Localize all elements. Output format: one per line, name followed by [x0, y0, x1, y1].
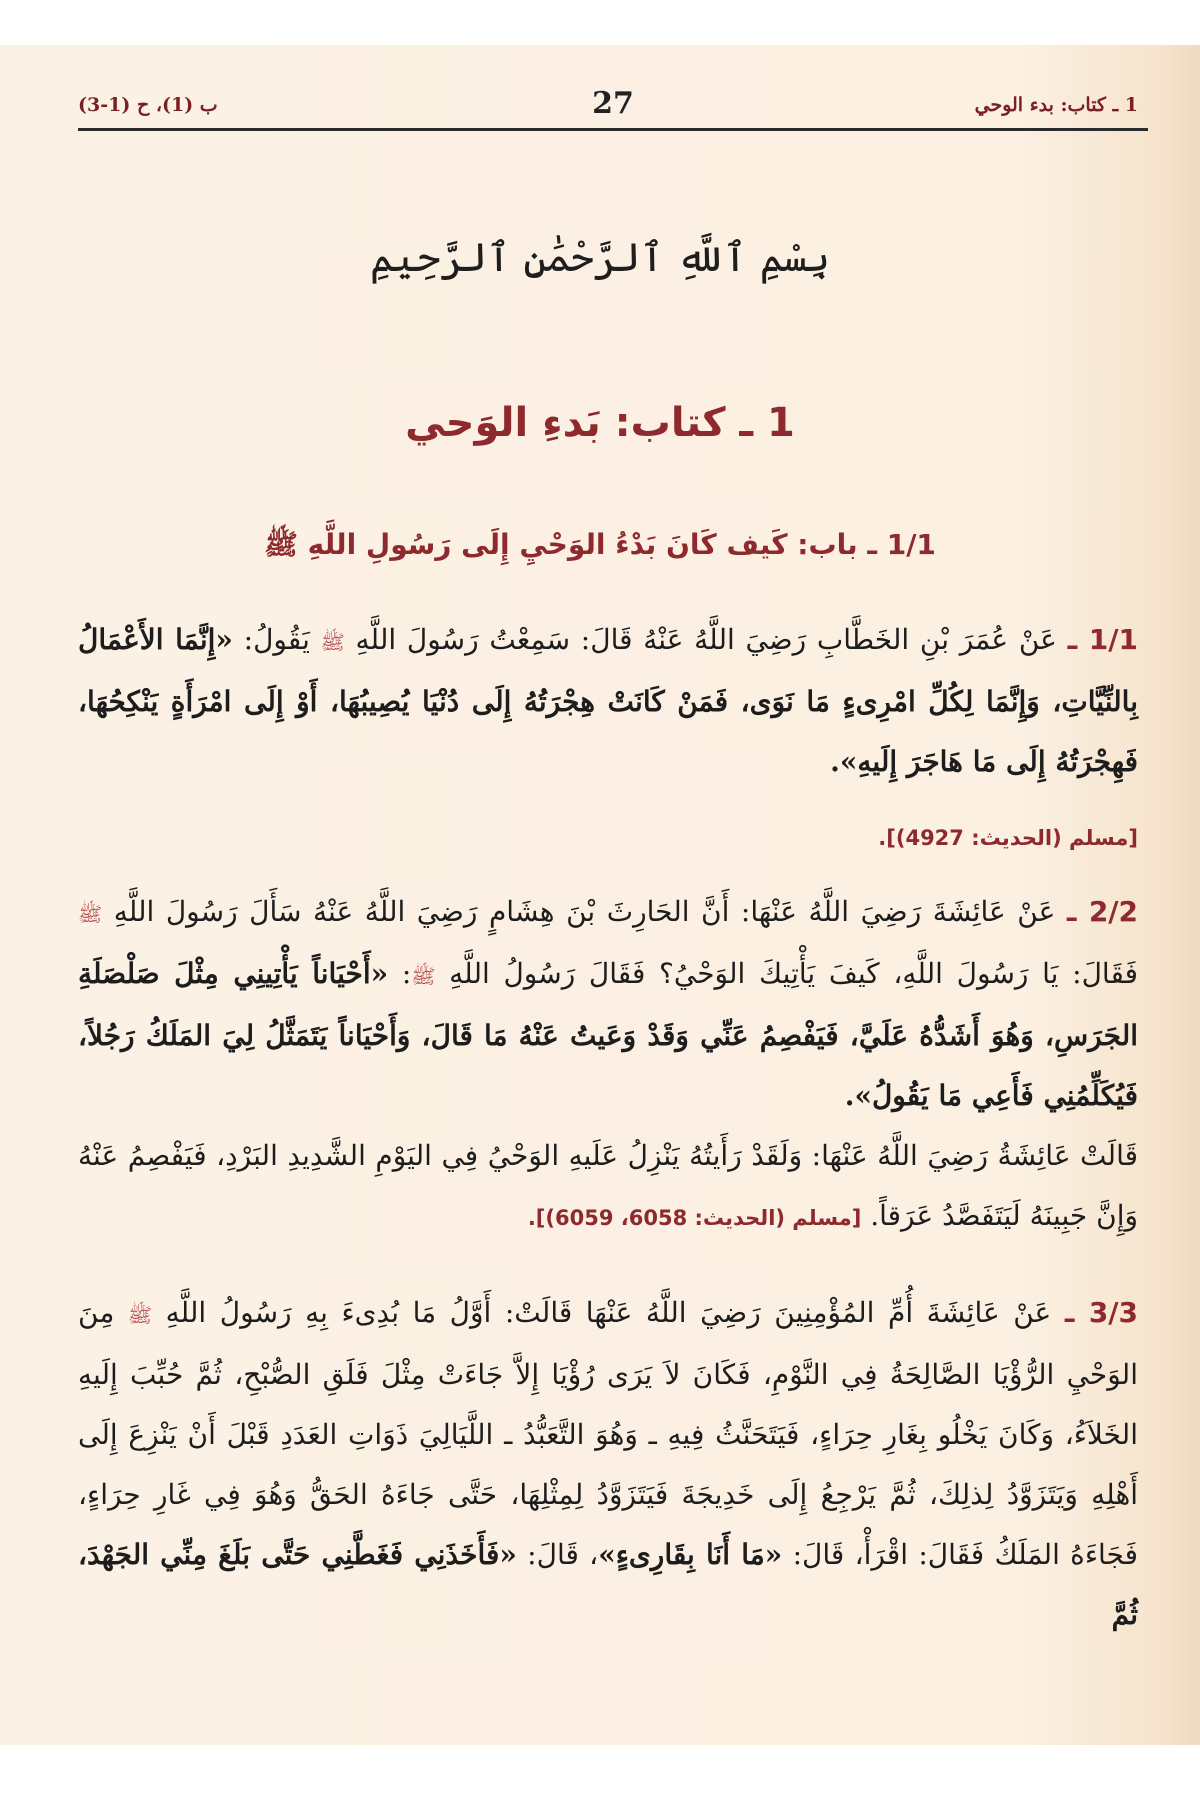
- hadith-quote: «مَا أَنَا بِقَارِىءٍ»: [598, 1538, 783, 1571]
- hadith-3: [78, 1283, 1138, 1645]
- salawat-icon: ﷺ: [264, 528, 298, 561]
- hadith-quote: «أَحْيَاناً يَأْتِينِي مِثْلَ صَلْصَلَةِ الجَرَسِ، وَهُوَ أَشَدُّهُ عَلَيَّ، فَيَفْصِمُ عَنِّي وَقَدْ وَعَيتُ عَنْهُ مَا قَالَ، وَأَحْيَاناً يَتَمَثَّلُ لِيَ المَلَكُ رَجُلاً، فَيُكَلِّمُنِي فَأَعِي مَا يَقُولُ».: [78, 957, 1138, 1112]
- hadith-quote: «إِنَّمَا الأَعْمَالُ بِالنِّيَّاتِ، وَإِنَّمَا لِكُلِّ امْرِىءٍ مَا نَوَى، فَمَنْ كَانَتْ هِجْرَتُهُ إِلَى دُنْيَا يُصِيبُهَا، أَوْ إِلَى امْرَأَةٍ يَنْكِحُهَا، فَهِجْرَتُهُ إِلَى مَا هَاجَرَ إِلَيهِ».: [78, 623, 1138, 778]
- salawat-icon: ﷺ: [78, 902, 103, 926]
- running-title: 1 ـ كتاب: بدء الوحي: [974, 94, 1138, 116]
- basmala: بِسْمِ ٱللَّهِ ٱلرَّحْمَٰنِ ٱلرَّحِيمِ: [369, 235, 831, 281]
- hadith-reference: [مسلم (الحديث: 4927)].: [878, 826, 1138, 850]
- running-header: [78, 88, 1148, 128]
- hadith-mid: ، قَالَ:: [527, 1538, 599, 1571]
- hadith-intro-cont: يَقُولُ:: [243, 623, 310, 656]
- salawat-icon: ﷺ: [411, 964, 436, 988]
- hadith-intro: عَنْ عُمَرَ بْنِ الخَطَّابِ رَضِيَ اللَّهُ عَنْهُ قَالَ: سَمِعْتُ رَسُولَ اللَّهِ: [355, 623, 1057, 656]
- hadith-body: مِنَ الوَحْيِ الرُّؤْيَا الصَّالِحَةُ فِي النَّوْمِ، فَكَانَ لاَ يَرَى رُؤْيَا إِلاَّ جَاءَتْ مِثْلَ فَلَقِ الصُّبْحِ، ثُمَّ حُبِّبَ إِلَيهِ الخَلاَءُ، وَكَانَ يَخْلُو بِغَارِ حِرَاءٍ، فَيَتَحَنَّثُ فِيهِ ـ وَهُوَ التَّعَبُّدُ ـ اللَّيَالِيَ ذَوَاتِ العَدَدِ قَبْلَ أَنْ يَنْزِعَ إِلَى أَهْلِهِ وَيَتَزَوَّدُ لِذلِكَ، ثُمَّ يَرْجِعُ إِلَى خَدِيجَةَ فَيَتَزَوَّدُ لِمِثْلِهَا، حَتَّى جَاءَهُ الحَقُّ وَهُوَ فِي غَارِ حِرَاءٍ، فَجَاءَهُ المَلَكُ فَقَالَ: اقْرَأْ، قَالَ:: [78, 1296, 1138, 1571]
- hadith-number: 1/1 ـ: [1067, 623, 1138, 656]
- hadith-1: [78, 610, 1138, 792]
- hadith-2: [78, 882, 1138, 1248]
- chapter-number: 1/1 ـ باب:: [797, 528, 936, 561]
- page-number: 27: [592, 86, 634, 121]
- hadith-tail: قَالَتْ عَائِشَةُ رَضِيَ اللَّهُ عَنْهَا: وَلَقَدْ رَأَيتُهُ يَنْزِلُ عَلَيهِ الوَحْيُ فِي اليَوْمِ الشَّدِيدِ البَرْدِ، فَيَفْصِمُ عَنْهُ وَإِنَّ جَبِينَهُ لَيَتَفَصَّدُ عَرَقاً.: [78, 1139, 1138, 1232]
- colon: :: [401, 957, 412, 990]
- hadith-reference: [مسلم (الحديث: 6058، 6059)].: [527, 1206, 862, 1230]
- hadith-number: 3/3 ـ: [1064, 1296, 1139, 1329]
- salawat-icon: ﷺ: [127, 1303, 153, 1327]
- hadith-number: 2/2 ـ: [1066, 895, 1139, 928]
- book-title: 1 ـ كتاب: بَدءِ الوَحي: [405, 400, 795, 446]
- header-rule: [78, 128, 1148, 131]
- salawat-icon: ﷺ: [320, 630, 345, 654]
- hadith-intro: عَنْ عَائِشَةَ رَضِيَ اللَّهُ عَنْهَا: أَنَّ الحَارِثَ بْنَ هِشَامٍ رَضِيَ اللَّهُ عَنْهُ سَأَلَ رَسُولَ اللَّهِ: [113, 895, 1056, 928]
- section-reference: ب (1)، ح (1-3): [78, 94, 218, 116]
- hadith-1-reference-line: [78, 826, 1138, 850]
- hadith-intro: عَنْ عَائِشَةَ أُمِّ المُؤْمِنِينَ رَضِيَ اللَّهُ عَنْهَا قَالَتْ: أَوَّلُ مَا بُدِىءَ بِهِ رَسُولُ اللَّهِ: [165, 1296, 1052, 1329]
- hadith-quote: «فَأَخَذَنِي فَغَطَّنِي حَتَّى بَلَغَ مِنِّي الجَهْدَ، ثُمَّ: [78, 1538, 1138, 1631]
- chapter-title: [0, 528, 1200, 568]
- chapter-heading: كَيف كَانَ بَدْءُ الوَحْيِ إِلَى رَسُولِ اللَّهِ: [307, 528, 788, 561]
- hadith-intro-cont: فَقَالَ: يَا رَسُولَ اللَّهِ، كَيفَ يَأْتِيكَ الوَحْيُ؟ فَقَالَ رَسُولُ اللَّهِ: [449, 957, 1139, 990]
